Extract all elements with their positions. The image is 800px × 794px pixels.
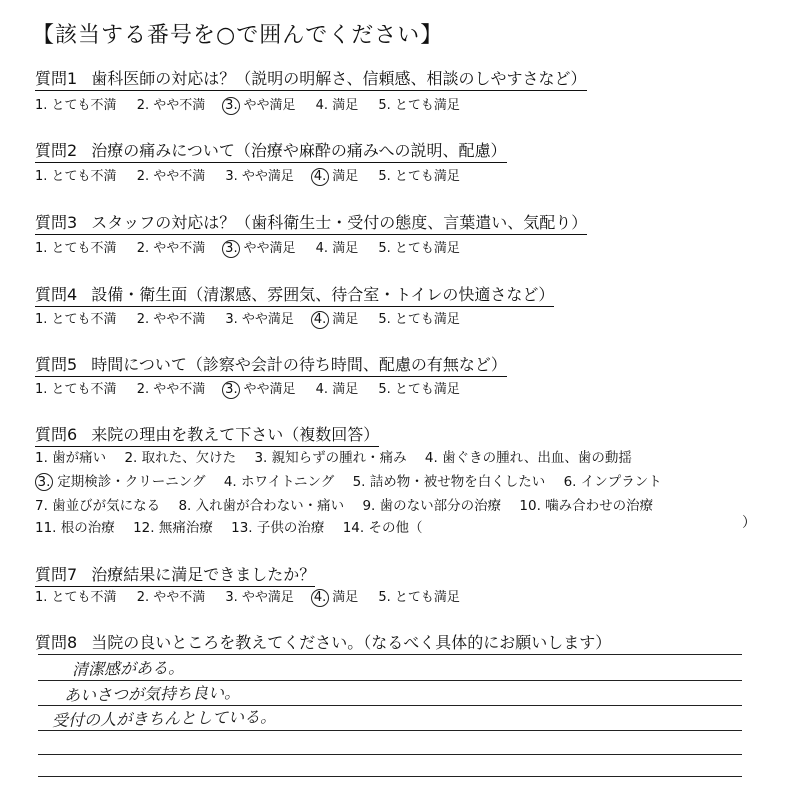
q6-row-3 xyxy=(35,494,667,514)
question-3-options xyxy=(35,237,476,258)
question-1-options xyxy=(35,94,476,115)
q2-option-4-label: 満足 xyxy=(328,169,359,184)
q6-row-1 xyxy=(35,446,646,466)
q6-item-2[interactable]: 2. 取れた、欠けた xyxy=(124,450,237,466)
answer-line-6 xyxy=(38,776,742,777)
q6-item-12[interactable]: 12. 無痛治療 xyxy=(133,520,213,536)
handwritten-answer-2: あいさつが気持ち良い。 xyxy=(63,682,241,705)
question-7-number: 質問7 xyxy=(35,565,78,584)
q4-option-1[interactable]: 1. とても不満 xyxy=(35,312,117,327)
circle-mark: 3. xyxy=(35,473,53,491)
circle-mark: 4. xyxy=(311,168,329,186)
question-4-number: 質問4 xyxy=(35,285,78,304)
question-6-number: 質問6 xyxy=(35,425,78,444)
q3-option-3-label: やや満足 xyxy=(239,241,296,256)
question-1-title xyxy=(35,66,587,91)
question-2-text: 治療の痛みについて（治療や麻酔の痛みへの説明、配慮） xyxy=(91,141,507,160)
circle-mark: 4. xyxy=(311,589,329,607)
q6-item-checkup-label: 定期検診・クリーニング xyxy=(53,474,206,490)
question-1-text: 歯科医師の対応は？（説明の明解さ、信頼感、相談のしやすさなど） xyxy=(91,69,587,88)
q3-option-1[interactable]: 1. とても不満 xyxy=(35,241,117,256)
q6-item-1[interactable]: 1. 歯が痛い xyxy=(35,450,107,466)
q3-option-3-circled[interactable] xyxy=(225,237,295,258)
question-7-title xyxy=(35,562,315,587)
question-8-title xyxy=(35,630,611,654)
q7-option-5[interactable]: 5. とても満足 xyxy=(378,590,460,605)
question-1-number: 質問1 xyxy=(35,69,78,88)
q1-option-3-circled[interactable] xyxy=(225,94,295,115)
q1-option-1[interactable]: 1. とても不満 xyxy=(35,98,117,113)
q3-option-2[interactable]: 2. やや不満 xyxy=(136,241,206,256)
q7-option-2[interactable]: 2. やや不満 xyxy=(136,590,206,605)
question-6-text: 来院の理由を教えて下さい（複数回答） xyxy=(91,425,380,444)
question-5-number: 質問5 xyxy=(35,355,78,374)
question-5-title xyxy=(35,352,507,377)
question-7-text: 治療結果に満足できましたか？ xyxy=(91,565,316,584)
q4-option-2[interactable]: 2. やや不満 xyxy=(136,312,206,327)
q2-option-2[interactable]: 2. やや不満 xyxy=(136,169,206,184)
q6-item-9[interactable]: 9. 歯のない部分の治療 xyxy=(362,498,502,514)
q4-option-4-label: 満足 xyxy=(328,312,359,327)
q6-item-white-fillings[interactable]: 5. 詰め物・被せ物を白くしたい xyxy=(352,474,546,490)
q2-option-3[interactable]: 3. やや満足 xyxy=(225,169,294,184)
q6-item-implant[interactable]: 6. インプラント xyxy=(563,474,662,490)
q7-option-1[interactable]: 1. とても不満 xyxy=(35,590,117,605)
q1-option-5[interactable]: 5. とても満足 xyxy=(378,98,460,113)
q3-option-5[interactable]: 5. とても満足 xyxy=(378,241,460,256)
question-8-text: 当院の良いところを教えてください。（なるべく具体的にお願いします） xyxy=(91,633,612,652)
question-3-text: スタッフの対応は？（歯科衛生士・受付の態度、言葉遣い、気配り） xyxy=(91,213,588,232)
q1-option-3-label: やや満足 xyxy=(239,98,296,113)
q2-option-4-circled[interactable] xyxy=(314,165,358,186)
question-5-options xyxy=(35,378,476,399)
q4-option-5[interactable]: 5. とても満足 xyxy=(378,312,460,327)
q6-item-13[interactable]: 13. 子供の治療 xyxy=(231,520,325,536)
question-2-number: 質問2 xyxy=(35,141,78,160)
q2-option-5[interactable]: 5. とても満足 xyxy=(378,169,460,184)
q6-item-7[interactable]: 7. 歯並びが気になる xyxy=(35,498,161,514)
question-4-options xyxy=(35,308,476,329)
instruction-heading: 【該当する番号を○で囲んでください】 xyxy=(32,23,444,48)
question-7-options xyxy=(35,586,476,607)
q6-row-2 xyxy=(35,470,676,491)
q6-item-3[interactable]: 3. 親知らずの腫れ・痛み xyxy=(254,450,407,466)
q5-option-1[interactable]: 1. とても不満 xyxy=(35,382,117,397)
question-6-title xyxy=(35,422,379,447)
q5-option-4[interactable]: 4. 満足 xyxy=(315,382,359,397)
q6-item-checkup-circled[interactable] xyxy=(35,470,206,491)
q6-other-close-paren: ） xyxy=(742,515,756,531)
question-4-text: 設備・衛生面（清潔感、雰囲気、待合室・トイレの快適さなど） xyxy=(91,285,555,304)
q1-option-2[interactable]: 2. やや不満 xyxy=(136,98,206,113)
handwritten-answer-3: 受付の人がきちんとしている。 xyxy=(51,707,277,730)
q6-item-10[interactable]: 10. 噛み合わせの治療 xyxy=(519,498,654,514)
q6-item-whitening[interactable]: 4. ホワイトニング xyxy=(223,474,335,490)
q5-option-3-circled[interactable] xyxy=(225,378,295,399)
question-3-title xyxy=(35,210,587,235)
answer-line-5 xyxy=(38,754,742,755)
circle-mark: 3. xyxy=(222,240,240,258)
question-5-text: 時間について（診察や会計の待ち時間、配慮の有無など） xyxy=(91,355,507,374)
q6-item-11[interactable]: 11. 根の治療 xyxy=(35,520,115,536)
q3-option-4[interactable]: 4. 満足 xyxy=(315,241,359,256)
circle-mark: 4. xyxy=(311,311,329,329)
question-8-number: 質問8 xyxy=(35,633,78,652)
q7-option-4-circled[interactable] xyxy=(314,586,358,607)
question-2-title xyxy=(35,138,507,163)
q6-item-4[interactable]: 4. 歯ぐきの腫れ、出血、歯の動揺 xyxy=(424,450,632,466)
q4-option-4-circled[interactable] xyxy=(314,308,358,329)
q6-item-14-other[interactable]: 14. その他（ xyxy=(342,520,423,536)
q7-option-4-label: 満足 xyxy=(328,590,359,605)
handwritten-answer-1: 清潔感がある。 xyxy=(71,658,185,679)
question-4-title xyxy=(35,282,554,307)
question-2-options xyxy=(35,165,476,186)
q7-option-3[interactable]: 3. やや満足 xyxy=(225,590,294,605)
answer-line-4 xyxy=(38,730,742,731)
circle-mark: 3. xyxy=(222,97,240,115)
q5-option-3-label: やや満足 xyxy=(239,382,296,397)
q4-option-3[interactable]: 3. やや満足 xyxy=(225,312,294,327)
q2-option-1[interactable]: 1. とても不満 xyxy=(35,169,117,184)
q6-item-8[interactable]: 8. 入れ歯が合わない・痛い xyxy=(178,498,345,514)
q6-row-4 xyxy=(35,516,436,536)
circle-mark: 3. xyxy=(222,381,240,399)
q1-option-4[interactable]: 4. 満足 xyxy=(315,98,359,113)
question-3-number: 質問3 xyxy=(35,213,78,232)
q5-option-5[interactable]: 5. とても満足 xyxy=(378,382,460,397)
q5-option-2[interactable]: 2. やや不満 xyxy=(136,382,206,397)
